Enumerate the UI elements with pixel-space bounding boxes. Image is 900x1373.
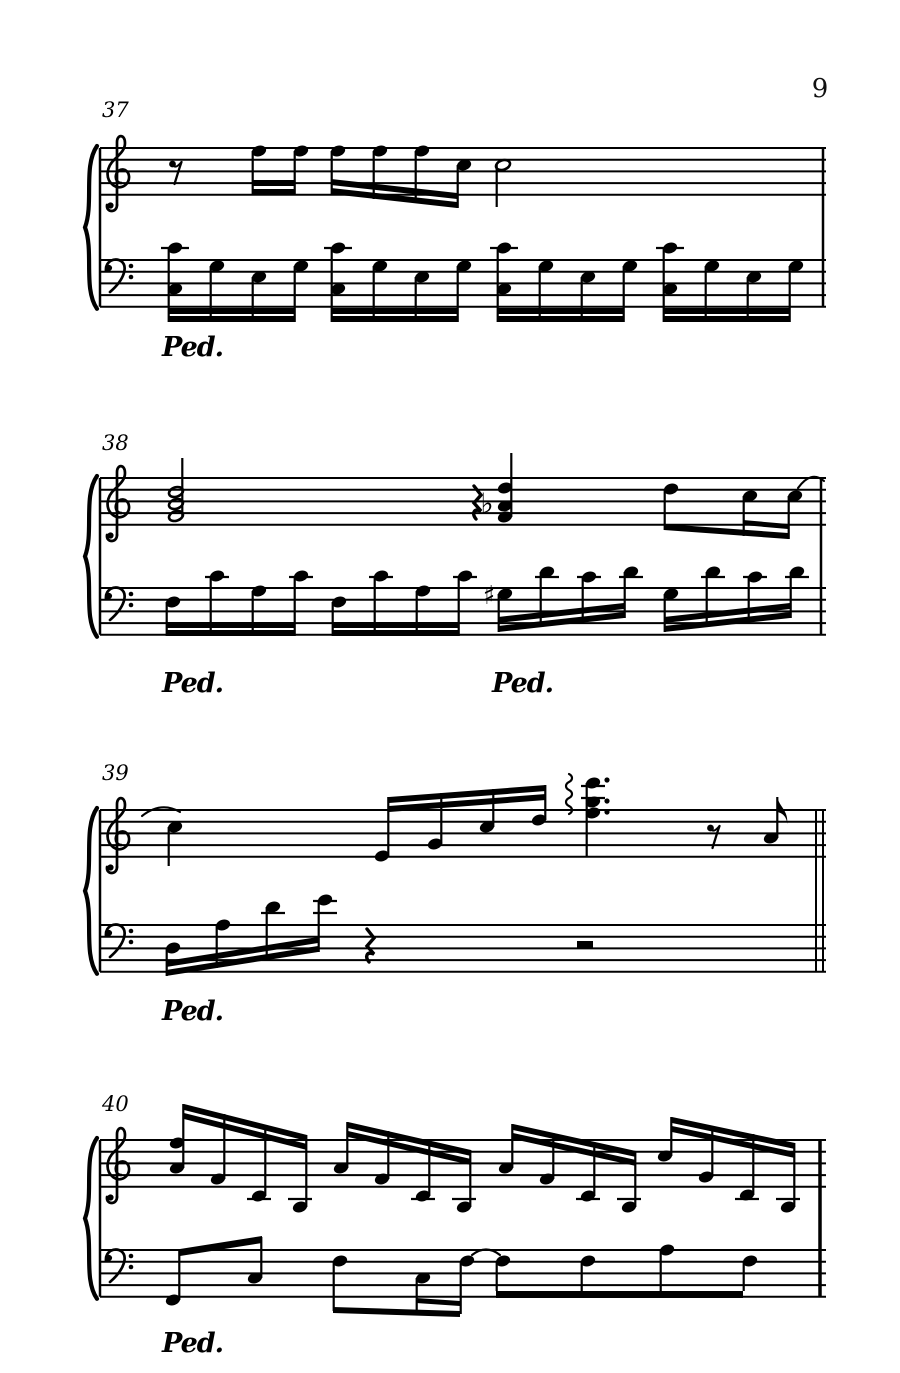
- bass-staff-content: [161, 241, 805, 322]
- treble-staff-content: [169, 144, 511, 208]
- bass-clef-icon: [105, 587, 133, 620]
- bass-clef-icon: [105, 259, 133, 292]
- system-39: [85, 761, 826, 1027]
- bass-staff-content: [164, 1236, 758, 1317]
- pedal-mark: Ped.: [492, 668, 554, 699]
- grand-staff-brace: [85, 146, 97, 309]
- system-40: [85, 1092, 826, 1359]
- measure-number: 38: [102, 431, 129, 455]
- measure-number: 37: [102, 98, 129, 122]
- bass-staff-content: [164, 893, 593, 976]
- treble-staff-content: [168, 453, 824, 539]
- system-38: [85, 431, 826, 699]
- accidental-icon: ♭: [480, 487, 494, 520]
- grand-staff-brace: [85, 1138, 97, 1299]
- pedal-mark: Ped.: [162, 996, 224, 1027]
- bass-clef-icon: [105, 924, 133, 957]
- measure-number: 40: [102, 1092, 129, 1116]
- grand-staff-brace: [85, 808, 97, 974]
- measure-number: 39: [102, 761, 129, 785]
- pedal-mark: Ped.: [162, 332, 224, 363]
- treble-staff-content: [168, 1104, 800, 1214]
- treble-staff-content: [142, 774, 787, 866]
- page-number: 9: [811, 74, 829, 104]
- grand-staff-brace: [85, 476, 97, 637]
- bass-clef-icon: [105, 1249, 133, 1282]
- pedal-mark: Ped.: [162, 1328, 224, 1359]
- accidental-icon: ♯: [482, 581, 496, 611]
- pedal-mark: Ped.: [162, 668, 224, 699]
- system-37: [85, 98, 826, 363]
